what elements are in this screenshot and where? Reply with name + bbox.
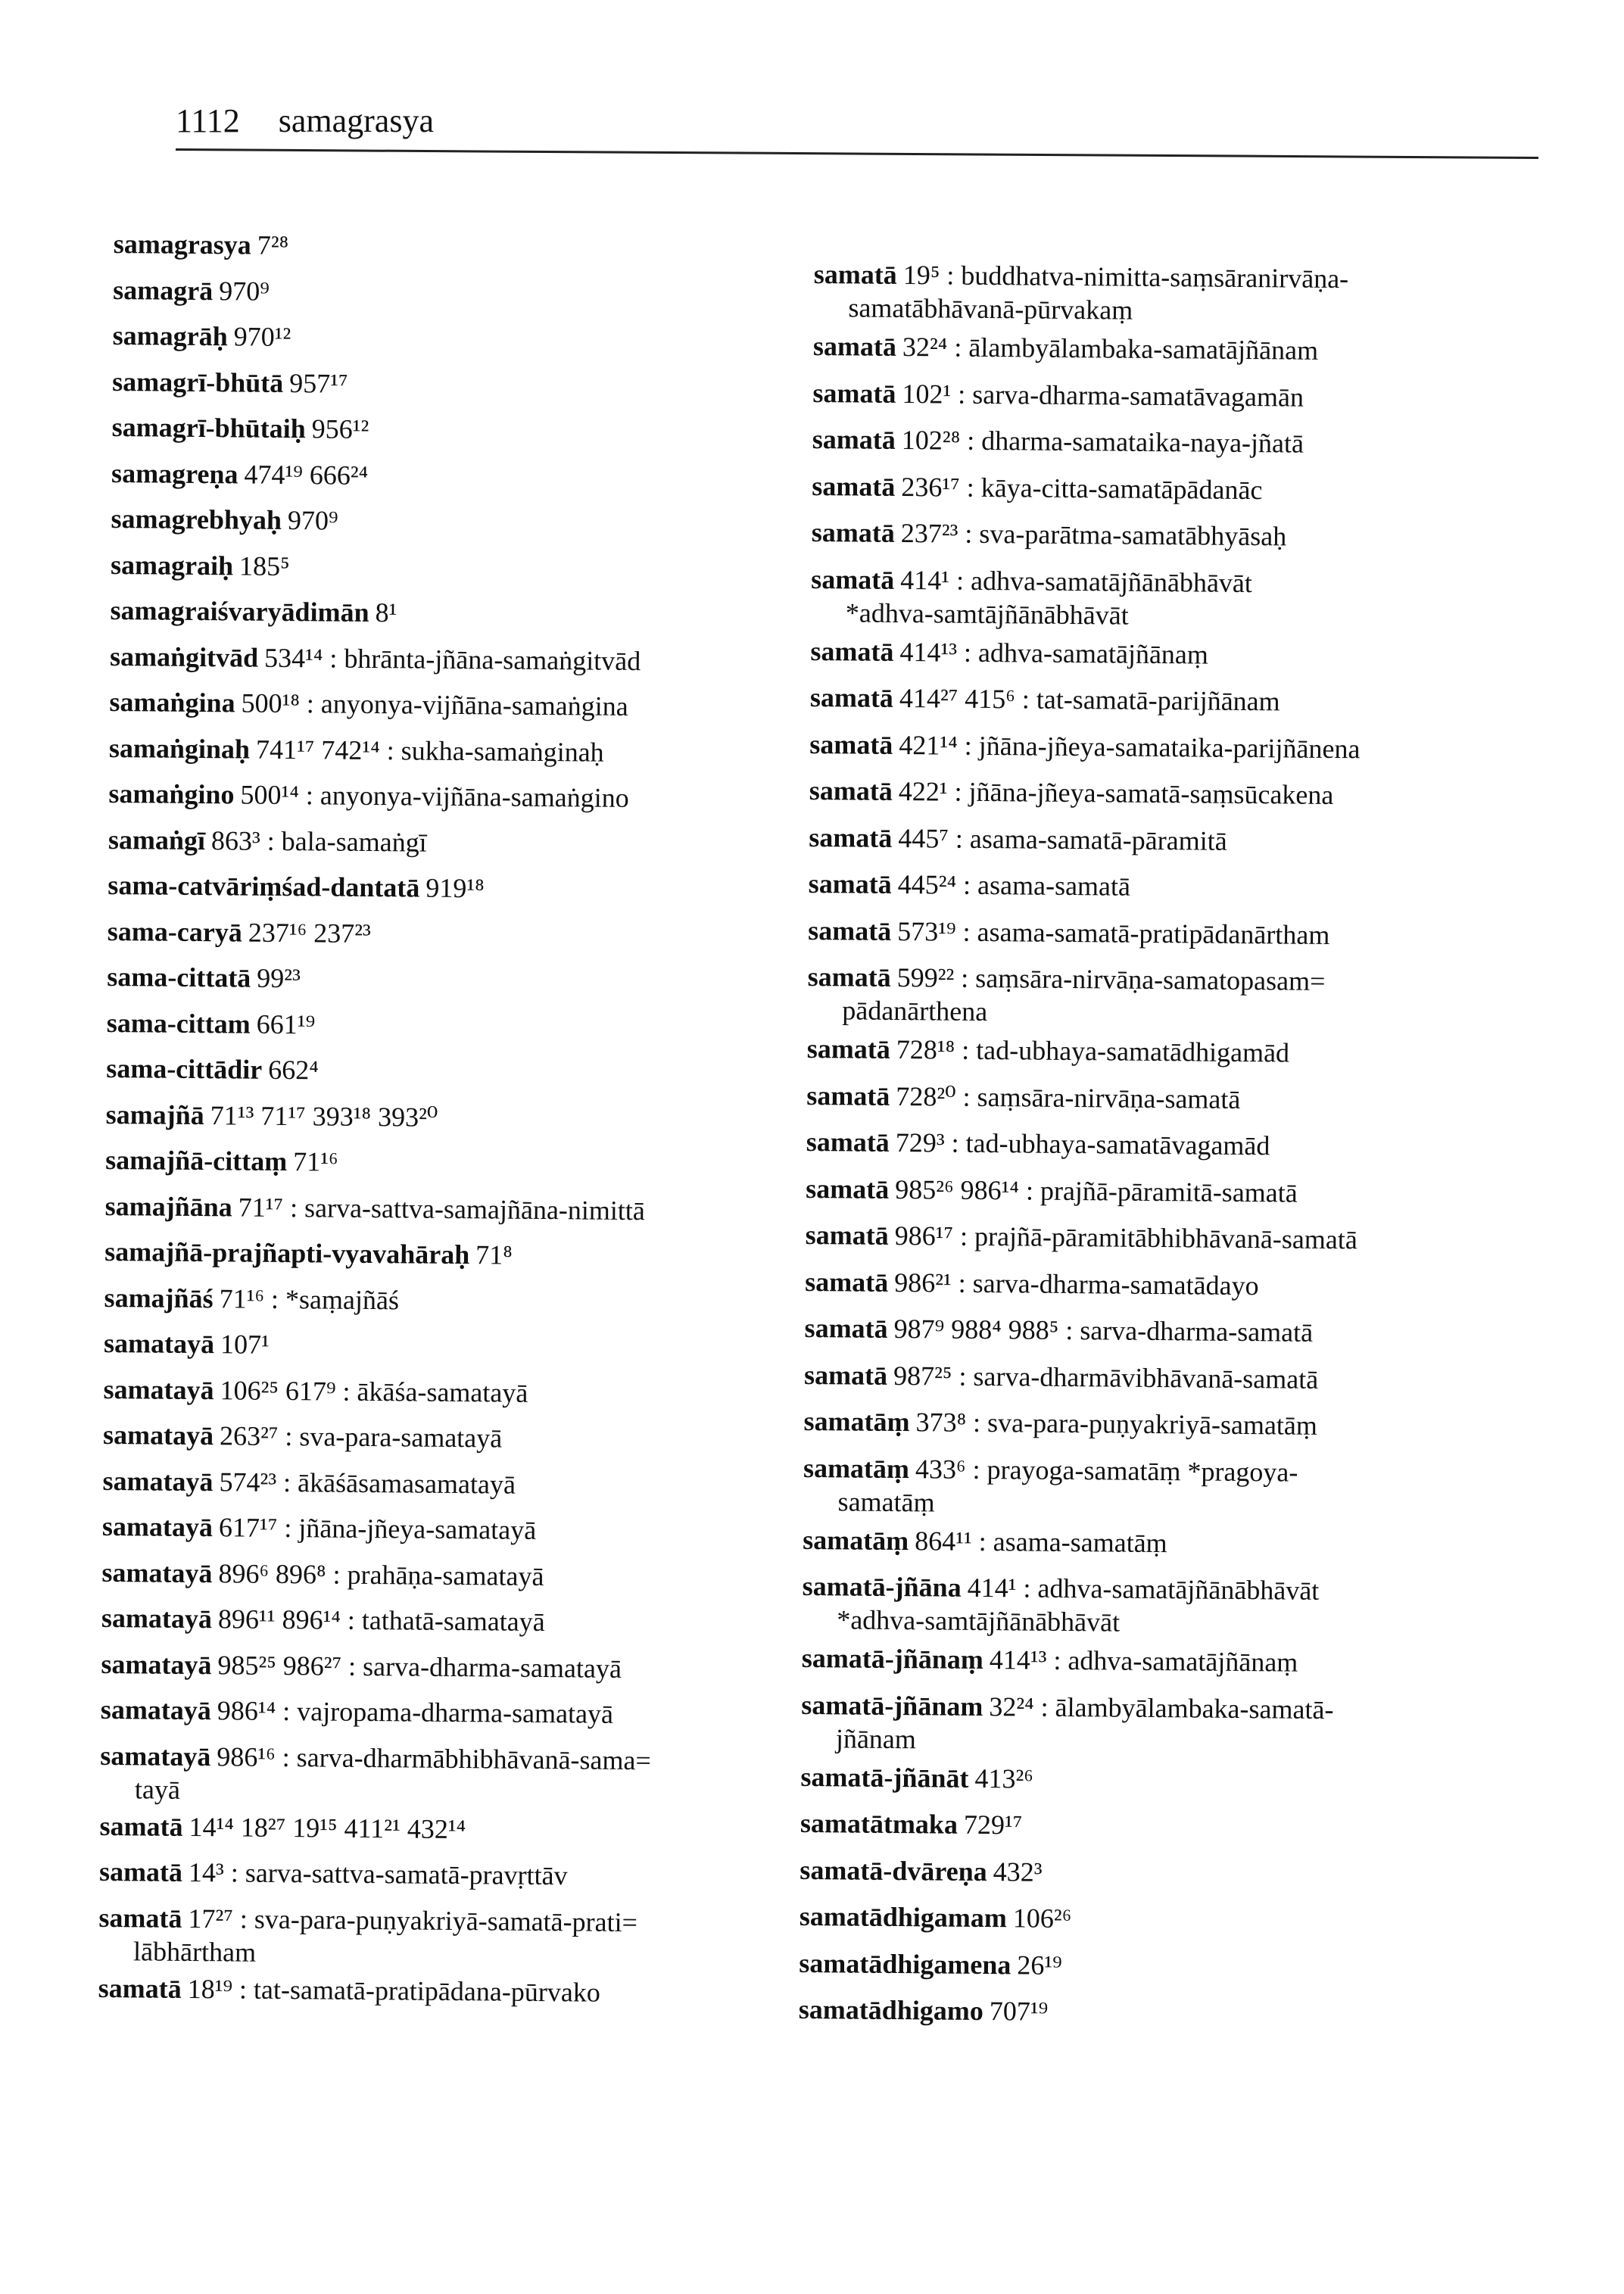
index-entry: [807, 960, 1535, 1038]
entry-headword: samajñāś: [104, 1282, 214, 1314]
entry-headword: samatādhigamam: [799, 1900, 1008, 1934]
entry-references: 18¹⁹ : tat-samatā-pratipādana-pūrvako: [187, 1973, 600, 2008]
entry-headword: samatādhigamo: [798, 1993, 984, 2027]
entry-references: 534¹⁴ : bhrānta-jñāna-samaṅgitvād: [263, 642, 641, 676]
entry-references: 985²⁶ 986¹⁴ : prajñā-pāramitā-samatā: [895, 1173, 1298, 1208]
index-entry: [811, 562, 1538, 640]
index-entry: [800, 1900, 1527, 1953]
entry-references: 32²⁴ : ālambyālambaka-samatā-: [989, 1691, 1334, 1725]
entry-references: 970⁹: [219, 275, 270, 307]
entry-headword: sama-catvāriṃśad-dantatā: [108, 869, 420, 903]
entry-headword: samatā: [812, 330, 897, 362]
entry-references: 102²⁸ : dharma-samataika-naya-jñatā: [901, 425, 1304, 459]
index-entry: [106, 1005, 787, 1057]
index-entry: [101, 1555, 783, 1607]
index-entry: [110, 639, 791, 690]
index-entry: [806, 1171, 1533, 1224]
index-entry: [109, 731, 790, 782]
entry-headword: samaṅgina: [109, 686, 235, 718]
index-entry: [812, 376, 1540, 429]
index-entry: [102, 1510, 784, 1561]
entry-references: 421¹⁴ : jñāna-jñeya-samataika-parijñānena: [899, 729, 1361, 764]
entry-references: 433⁶ : prayoga-samatāṃ *pragoya-: [915, 1453, 1298, 1488]
entry-references: 985²⁵ 986²⁷ : sarva-dharma-samatayā: [217, 1649, 622, 1684]
index-entry: [106, 1052, 787, 1103]
entry-headword: samatayā: [100, 1740, 211, 1772]
entry-headword: samajñā-cittaṃ: [105, 1144, 288, 1177]
entry-references: 986²¹ : sarva-dharma-samatādayo: [894, 1267, 1259, 1301]
entry-headword: samatā: [98, 1902, 182, 1934]
entry-references: 986¹⁶ : sarva-dharmābhibhāvanā-sama=: [217, 1741, 651, 1775]
entry-references: 414¹³ : adhva-samatājñānaṃ: [899, 636, 1209, 670]
entry-references: 617¹⁷ : jñāna-jñeya-samatayā: [218, 1512, 537, 1545]
index-entry: [107, 960, 788, 1011]
entry-references: 500¹⁸ : anyonya-vijñāna-samaṅgina: [241, 687, 628, 722]
entry-headword: samagrāḥ: [112, 319, 228, 352]
entry-headword: samaṅgitvād: [109, 641, 259, 673]
entry-headword: samatā: [812, 470, 896, 502]
index-entry: [103, 1372, 784, 1423]
entry-headword: samajñā: [105, 1099, 204, 1130]
entry-headword: samatāṃ: [803, 1524, 909, 1556]
index-entry: [812, 469, 1539, 522]
entry-references: 573¹⁹ : asama-samatā-pratipādanārtham: [897, 915, 1330, 950]
left-column: [98, 227, 795, 2023]
entry-references: 26¹⁹: [1017, 1949, 1062, 1981]
index-entry: [104, 1326, 785, 1378]
index-entry: [802, 1641, 1529, 1694]
entry-headword: samatā-jñāna: [802, 1570, 962, 1603]
entry-headword: samagrasya: [113, 228, 251, 260]
entry-references: 987⁹ 988⁴ 988⁵ : sarva-dharma-samatā: [893, 1313, 1314, 1348]
entry-references: 32²⁴ : ālambyālambaka-samatājñānam: [902, 332, 1319, 366]
entry-headword: samatāṃ: [803, 1452, 910, 1484]
index-entry: [813, 329, 1541, 382]
index-entry: [806, 1125, 1533, 1178]
entry-headword: samagrebhyaḥ: [111, 503, 282, 535]
index-entry: [108, 914, 789, 965]
index-entry: [808, 867, 1535, 920]
entry-headword: samatayā: [101, 1557, 213, 1588]
index-entry: [108, 868, 789, 920]
entry-headword: samatā: [805, 1266, 889, 1298]
entry-references: 970¹²: [233, 321, 291, 353]
entry-references: 14¹⁴ 18²⁷ 19¹⁵ 411²¹ 432¹⁴: [189, 1811, 466, 1844]
entry-references: 970⁹: [287, 505, 338, 536]
entry-headword: samatā-jñānaṃ: [801, 1642, 984, 1675]
running-header: [176, 104, 1538, 138]
entry-references: 19⁵ : buddhatva-nimitta-saṃsāranirvāṇa-: [902, 260, 1349, 295]
index-entry: [809, 774, 1537, 827]
entry-references: 107¹: [220, 1329, 270, 1360]
entry-headword: samatā-jñānam: [801, 1689, 983, 1722]
entry-references: 71¹⁶ : *saṃajñāś: [219, 1283, 400, 1315]
entry-headword: samatā: [809, 821, 893, 853]
index-entry: [808, 913, 1535, 966]
entry-references: 185⁵: [238, 550, 290, 581]
entry-references: 102¹ : sarva-dharma-samatāvagamān: [902, 378, 1304, 413]
entry-headword: samagreṇa: [111, 457, 238, 489]
entry-references: 414¹ : adhva-samatājñānābhāvāt: [900, 564, 1253, 598]
index-entry: [809, 727, 1537, 780]
index-entry: [798, 1993, 1526, 2046]
entry-references: 432³: [993, 1856, 1043, 1887]
index-entry: [804, 1357, 1532, 1410]
entry-headword: samatayā: [101, 1602, 213, 1635]
entry-references: 987²⁵ : sarva-dharmāvibhāvanā-samatā: [893, 1360, 1319, 1395]
entry-references: 8¹: [375, 597, 397, 628]
index-entry: [810, 634, 1538, 687]
entry-references: 599²² : saṃsāra-nirvāṇa-samatopasam=: [896, 962, 1326, 996]
entry-references: 662⁴: [268, 1054, 319, 1086]
entry-references: 422¹ : jñāna-jñeya-samatā-saṃsūcakena: [898, 776, 1334, 811]
index-entry: [104, 1189, 786, 1240]
entry-references: 17²⁷ : sva-para-puṇyakriyā-samatā-prati=: [188, 1903, 638, 1937]
index-entry: [105, 1143, 787, 1195]
entry-headword: samatā: [808, 915, 892, 946]
entry-references: 71¹⁶: [293, 1146, 338, 1177]
entry-references: 445²⁴ : asama-samatā: [897, 868, 1131, 902]
entry-references: 414¹³ : adhva-samatājñānaṃ: [989, 1644, 1298, 1678]
index-entry: [804, 1311, 1532, 1364]
entry-references: 237²³ : sva-parātma-samatābhyāsaḥ: [900, 518, 1287, 552]
entry-headword: samatayā: [101, 1510, 214, 1543]
entry-headword: samatayā: [102, 1419, 214, 1451]
entry-headword: sama-cittatā: [107, 961, 251, 993]
entry-headword: samatā: [813, 258, 897, 290]
entry-headword: samatā: [812, 377, 896, 409]
entry-references: 236¹⁷ : kāya-citta-samatāpādanāc: [901, 471, 1263, 505]
index-entry: [809, 820, 1536, 873]
index-entry: [805, 1264, 1532, 1317]
entry-headword: samatā: [812, 423, 896, 455]
index-entry: [803, 1523, 1530, 1576]
index-entry: [102, 1463, 784, 1515]
entry-references: 71¹⁷ : sarva-sattva-samajñāna-nimittā: [238, 1191, 646, 1226]
index-entry: [100, 1738, 782, 1815]
index-entry: [806, 1078, 1534, 1131]
index-entry: [803, 1451, 1530, 1529]
entry-references: 574²³ : ākāśāsamasamatayā: [219, 1466, 516, 1500]
entry-references: 500¹⁴ : anyonya-vijñāna-samaṅgino: [240, 779, 629, 813]
index-entry: [811, 516, 1538, 569]
entry-references: 864¹¹ : asama-samatāṃ: [915, 1525, 1167, 1558]
index-entry: [108, 822, 790, 874]
entry-headword: samatā: [98, 1856, 183, 1887]
entry-references: 957¹⁷: [289, 367, 348, 399]
entry-continuation: lābhārtham: [132, 1935, 257, 1968]
index-entry: [101, 1647, 782, 1698]
index-entry: [105, 1097, 787, 1149]
entry-headword: samagrī-bhūtaiḥ: [111, 411, 306, 444]
index-entry: [807, 1032, 1535, 1085]
index-entry: [810, 681, 1538, 734]
index-entry: [812, 422, 1540, 475]
entry-headword: samatāṃ: [803, 1405, 910, 1438]
entry-headword: samatā-dvāreṇa: [800, 1854, 987, 1887]
entry-references: 896⁶ 896⁸ : prahāṇa-samatayā: [218, 1557, 544, 1591]
entry-references: 99²³: [257, 962, 301, 994]
index-entry: [108, 777, 790, 828]
entry-headword: samatā: [804, 1312, 888, 1344]
index-entry: [112, 319, 793, 370]
entry-headword: samatā: [806, 1080, 890, 1111]
index-entry: [802, 1569, 1529, 1647]
entry-references: 661¹⁹: [256, 1008, 316, 1039]
entry-headword: samatā-jñānāt: [800, 1761, 969, 1794]
right-column: [798, 257, 1541, 2046]
entry-headword: samagrā: [113, 274, 214, 306]
entry-references: 729³ : tad-ubhaya-samatāvagamād: [895, 1127, 1270, 1161]
entry-headword: samatā: [809, 775, 893, 806]
entry-references: 707¹⁹: [989, 1996, 1049, 2027]
index-entry: [803, 1404, 1531, 1457]
entry-headword: samatā: [809, 728, 893, 760]
entry-references: 986¹⁷ : prajñā-pāramitābhibhāvanā-samatā: [894, 1220, 1357, 1255]
index-entry: [801, 1688, 1529, 1766]
index-entry: [103, 1418, 784, 1470]
running-head-word: samagrasya: [278, 102, 434, 139]
entry-references: 71⁸: [475, 1239, 513, 1270]
entry-references: 106²⁵ 617⁹ : ākāśa-samatayā: [220, 1374, 528, 1408]
entry-references: 986¹⁴ : vajropama-dharma-samatayā: [217, 1695, 614, 1729]
entry-references: 863³ : bala-samaṅgī: [210, 824, 427, 858]
entry-headword: sama-cittādir: [106, 1052, 263, 1085]
header-rule: [176, 148, 1538, 159]
index-entry: [113, 273, 794, 324]
entry-headword: samatā: [810, 635, 894, 667]
entry-headword: samatayā: [100, 1694, 212, 1726]
entry-references: 373⁸ : sva-para-puṇyakriyā-samatāṃ: [915, 1407, 1318, 1441]
entry-headword: samagraiśvaryādimān: [110, 594, 369, 628]
entry-headword: samagraiḥ: [110, 549, 234, 581]
index-entry: [109, 685, 790, 737]
entry-headword: samagrī-bhūtā: [112, 366, 284, 398]
index-entry: [111, 502, 792, 553]
entry-headword: samatā: [811, 563, 895, 595]
entry-headword: samatā: [809, 681, 894, 713]
entry-references: 728¹⁸ : tad-ubhaya-samatādhigamād: [896, 1033, 1290, 1068]
page-number: 1112: [176, 102, 240, 139]
index-entry: [111, 410, 793, 462]
entry-references: 414²⁷ 415⁶ : tat-samatā-parijñānam: [899, 683, 1280, 717]
index-entry: [98, 1971, 779, 2022]
entry-headword: samaṅgino: [108, 778, 235, 810]
entry-headword: samajñā-prajñapti-vyavahāraḥ: [104, 1236, 470, 1270]
entry-continuation: *adhva-samtājñānābhāvāt: [837, 1604, 1121, 1638]
entry-references: 728²⁰ : saṃsāra-nirvāṇa-samatā: [896, 1080, 1241, 1114]
index-entry: [799, 1946, 1526, 1999]
entry-headword: samatā: [811, 516, 896, 548]
entry-references: 919¹⁸: [425, 872, 485, 904]
entry-headword: samatādhigamena: [799, 1947, 1011, 1980]
index-entry: [813, 257, 1541, 335]
index-entry: [800, 1759, 1528, 1812]
entry-references: 729¹⁷: [963, 1809, 1023, 1840]
entry-references: 7²⁸: [257, 229, 289, 261]
entry-references: 414¹ : adhva-samatājñānābhāvāt: [967, 1572, 1320, 1606]
entry-continuation: pādanārthena: [842, 995, 988, 1027]
entry-headword: samatā: [808, 868, 892, 899]
index-entry: [110, 594, 791, 645]
entry-continuation: jñānam: [835, 1722, 917, 1754]
index-entry: [800, 1853, 1527, 1906]
entry-headword: samatā: [806, 1033, 891, 1064]
entry-headword: samatā: [805, 1219, 889, 1251]
entry-references: 474¹⁹ 666²⁴: [244, 459, 369, 491]
entry-headword: samaṅgī: [108, 824, 206, 856]
entry-references: 14³ : sarva-sattva-samatā-pravṛttāv: [188, 1856, 568, 1891]
entry-references: 413²⁶: [974, 1763, 1033, 1794]
entry-headword: samatayā: [103, 1327, 215, 1360]
entry-references: 741¹⁷ 742¹⁴ : sukha-samaṅginaḥ: [255, 734, 604, 768]
entry-headword: sama-cittam: [106, 1007, 251, 1039]
entry-headword: sama-caryā: [107, 915, 243, 948]
index-entry: [99, 1855, 781, 1906]
entry-headword: samajñāna: [104, 1190, 232, 1222]
entry-headword: samatā: [806, 1126, 890, 1158]
index-entry: [112, 364, 793, 416]
entry-references: 106²⁶: [1012, 1903, 1072, 1934]
index-entry: [104, 1235, 786, 1286]
entry-references: 896¹¹ 896¹⁴ : tathatā-samatayā: [217, 1604, 545, 1638]
entry-headword: samatā: [807, 961, 891, 993]
entry-continuation: samatāṃ: [837, 1485, 935, 1517]
entry-headword: samatayā: [101, 1648, 212, 1680]
index-entry: [101, 1601, 783, 1653]
entry-headword: samatā: [98, 1972, 182, 2004]
entry-continuation: samatābhāvanā-pūrvakaṃ: [848, 292, 1133, 326]
entry-headword: samatātmaka: [800, 1807, 959, 1840]
entry-headword: samatayā: [103, 1373, 214, 1405]
index-entry: [99, 1809, 781, 1860]
entry-continuation: tayā: [134, 1773, 181, 1805]
index-entry: [113, 227, 794, 279]
index-entry: [800, 1806, 1528, 1859]
entry-references: 445⁷ : asama-samatā-pāramitā: [898, 822, 1227, 856]
entry-references: 237¹⁶ 237²³: [248, 917, 371, 949]
index-entry: [111, 547, 792, 599]
entry-references: 956¹²: [311, 413, 369, 444]
entry-headword: samatā: [99, 1810, 183, 1842]
index-entry: [805, 1218, 1532, 1271]
entry-continuation: *adhva-samtājñānābhāvāt: [845, 597, 1129, 631]
entry-references: 71¹³ 71¹⁷ 393¹⁸ 393²⁰: [210, 1099, 438, 1133]
entry-headword: samaṅginaḥ: [108, 732, 251, 765]
entry-headword: samatā: [803, 1359, 888, 1391]
entry-headword: samatā: [806, 1173, 890, 1205]
index-entry: [111, 456, 793, 507]
index-entry: [104, 1280, 785, 1332]
index-entry: [101, 1693, 782, 1744]
entry-references: 263²⁷ : sva-para-samatayā: [219, 1420, 503, 1454]
entry-headword: samatayā: [102, 1465, 214, 1497]
index-entry: [98, 1900, 781, 1977]
